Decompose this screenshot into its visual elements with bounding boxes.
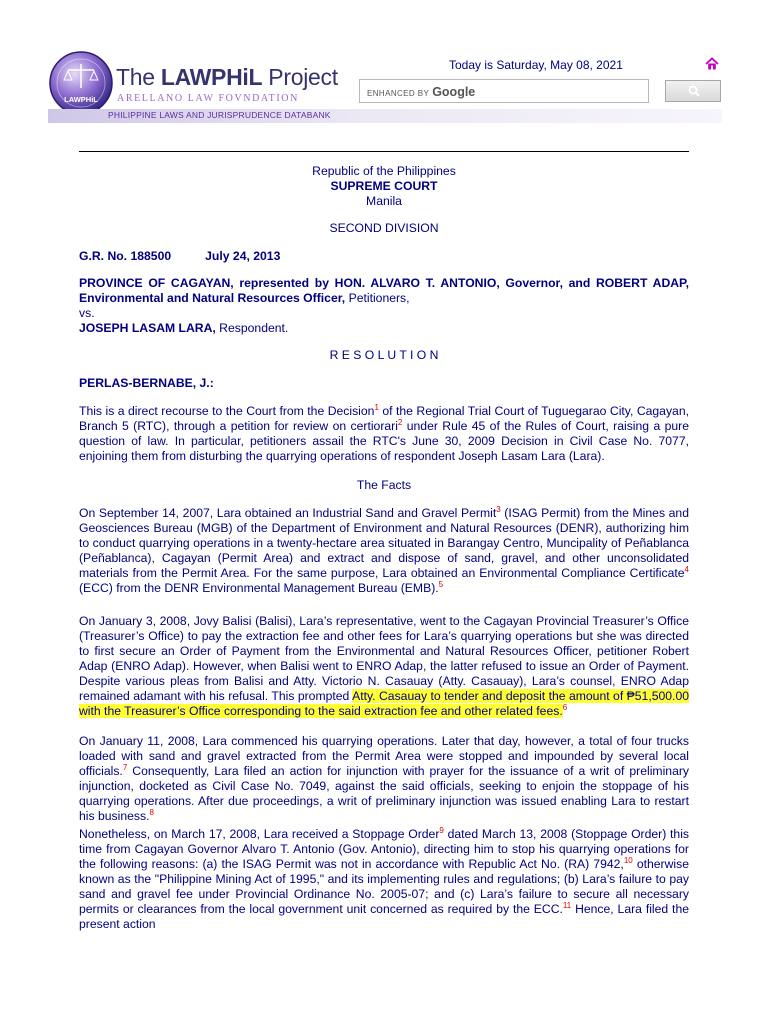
court-city: Manila <box>366 194 402 208</box>
case-date: July 24, 2013 <box>205 249 281 263</box>
footnote-ref-3[interactable]: 3 <box>496 505 501 514</box>
p3-highlight: Atty. Casauay to tender and deposit the amount of ₱51,500.00 with the Treasurer’s Office corresponding to the said extraction fee and other related fees. <box>79 689 690 718</box>
home-icon[interactable] <box>705 57 719 71</box>
today-date: Today is Saturday, May 08, 2021 <box>449 58 623 72</box>
resolution-heading: R E S O L U T I O N <box>329 348 439 362</box>
footnote-ref-6[interactable]: 6 <box>562 703 568 712</box>
footnote-ref-2[interactable]: 2 <box>397 418 403 427</box>
search-button[interactable] <box>665 80 721 102</box>
footnote-ref-10[interactable]: 10 <box>623 856 633 865</box>
petitioners <box>79 276 689 306</box>
search-enhanced-label: ENHANCED BY <box>367 89 430 98</box>
p4-text-b: Consequently, Lara filed an action for injunction with prayer for the issuance of a writ of preliminary injunction, docketed as Civil Case No. 7049, against the said officials, seeking to enjoin the stoppage of his quarrying operations. After due proceedings, a writ of preliminary injunction was issued enabling Lara to restart his business. <box>79 764 689 823</box>
gr-number: G.R. No. 188500 <box>79 249 172 263</box>
lawphil-seal-logo[interactable] <box>48 50 114 116</box>
search-branding <box>367 85 475 99</box>
magnifier-icon <box>688 85 700 97</box>
foundation-name: ARELLANO LAW FOVNDATION <box>117 93 299 104</box>
p2-text-a: On September 14, 2007, Lara obtained an Industrial Sand and Gravel Permit <box>79 506 497 520</box>
p5-text-b: dated March 13, 2008 (Stoppage Order) this time from Cagayan Governor Alvaro T. Antonio (Gov. Antonio), directing him to stop his quarrying operations for the following reasons: (a) the ISAG Permit was not in accordance with Republic Act No. (RA) 7942, <box>79 827 689 871</box>
ponente: PERLAS-BERNABE, J.: <box>79 376 214 390</box>
p5-text-d: Hence, Lara filed the present action <box>79 902 689 931</box>
p4-text-a: On January 11, 2008, Lara commenced his quarrying operations. Later that day, however, a total of four trucks loaded with sand and gravel extracted from the Permit Area were stopped and impounded by several local officials. <box>79 734 689 778</box>
p1-text-c: under Rule 45 of the Rules of Court, raising a pure question of law. In particular, petitioners assail the RTC's June 30, 2009 Decision in Civil Case No. 7077, enjoining them from disturbing the quarrying operations of respondent Joseph Lasam Lara (Lara). <box>79 419 689 463</box>
versus: vs. <box>79 306 95 320</box>
footnote-ref-1[interactable]: 1 <box>374 403 379 412</box>
p1-text-a: This is a direct recourse to the Court from the Decision <box>79 404 375 418</box>
paragraph-5 <box>79 827 689 932</box>
header-divider <box>79 151 689 152</box>
brand-title[interactable] <box>116 64 338 91</box>
footnote-ref-4[interactable]: 4 <box>684 565 689 574</box>
facts-heading: The Facts <box>356 478 412 492</box>
footnote-ref-7[interactable]: 7 <box>122 763 128 772</box>
p3-text-a: On January 3, 2008, Jovy Balisi (Balisi), Lara’s representative, went to the Cagayan Provincial Treasurer’s Office (Treasurer’s Office) to pay the extraction fee and other fees for Lara’s quarrying operations but she was directed to first secure an Order of Payment from the Environmental and Natural Resources Officer, petitioner Robert Adap (ENRO Adap). However, when Balisi went to ENRO Adap, the latter refused to issue an Order of Payment. Despite various pleas from Balisi and Atty. Victorio N. Casauay (Atty. Casauay), Lara’s counsel, ENRO Adap remained adamant with his refusal. This prompted <box>79 614 689 703</box>
case-number-line <box>79 249 689 264</box>
respondent-label: Respondent. <box>215 321 289 335</box>
p2-text-c: (ECC) from the DENR Environmental Management Bureau (EMB). <box>79 581 439 595</box>
respondent-name: JOSEPH LASAM LARA, <box>79 321 216 335</box>
footnote-ref-5[interactable]: 5 <box>438 580 444 589</box>
paragraph-3 <box>79 614 689 719</box>
p2-text-b: (ISAG Permit) from the Mines and Geosciences Bureau (MGB) of the Department of Environment and Natural Resources (DENR), authorizing him to conduct quarrying operations in a twenty-hectare area situated in Barangay Centro, Muncipality of Peñablanca (Peñablanca), Cagayan (Permit Area) and extract and dispose of sand, gravel, and other unconsolidated materials from the Permit Area. For the same purpose, Lara obtained an Environmental Compliance Certificate <box>79 506 689 580</box>
search-input[interactable] <box>359 79 649 103</box>
brand-title-post: Project <box>262 64 338 90</box>
paragraph-4 <box>79 734 689 824</box>
footnote-ref-11[interactable]: 11 <box>562 901 572 910</box>
footnote-ref-9[interactable]: 9 <box>439 826 444 835</box>
site-header <box>0 0 768 140</box>
paragraph-2 <box>79 506 689 596</box>
republic-line: Republic of the Philippines <box>312 164 456 178</box>
paragraph-1 <box>79 404 689 464</box>
p5-text-c: otherwise known as the "Philippine Mining Act of 1995," and its implementing rules and regulations; (b) Lara’s failure to pay sand and gravel fee under Provincial Ordinance No. 2005-07; and (c) Lara’s failure to secure all necessary permits or clearances from the local government unit concerned as required by the ECC. <box>79 857 689 916</box>
petitioners-label: Petitioners, <box>345 291 410 305</box>
brand-title-pre: The <box>116 64 161 90</box>
footnote-ref-8[interactable]: 8 <box>149 808 154 817</box>
p1-text-b: of the Regional Trial Court of Tuguegarao City, Cagayan, Branch 5 (RTC), through a petition for review on certiorari <box>79 404 689 433</box>
division-heading: SECOND DIVISION <box>329 221 439 235</box>
databank-tagline: PHILIPPINE LAWS AND JURISPRUDENCE DATABANK <box>108 110 331 120</box>
seal-label: LAWPHiL <box>64 95 98 104</box>
petitioners-names: PROVINCE OF CAGAYAN, represented by HON. ALVARO T. ANTONIO, Governor, and ROBERT ADAP, Environmental and Natural Resources Officer, <box>79 276 689 305</box>
google-logo: Google <box>432 85 476 99</box>
respondent <box>79 321 689 336</box>
p5-text-a: Nonetheless, on March 17, 2008, Lara received a Stoppage Order <box>79 827 440 841</box>
court-name: SUPREME COURT <box>330 179 438 193</box>
brand-title-bold: LAWPHiL <box>160 64 263 90</box>
